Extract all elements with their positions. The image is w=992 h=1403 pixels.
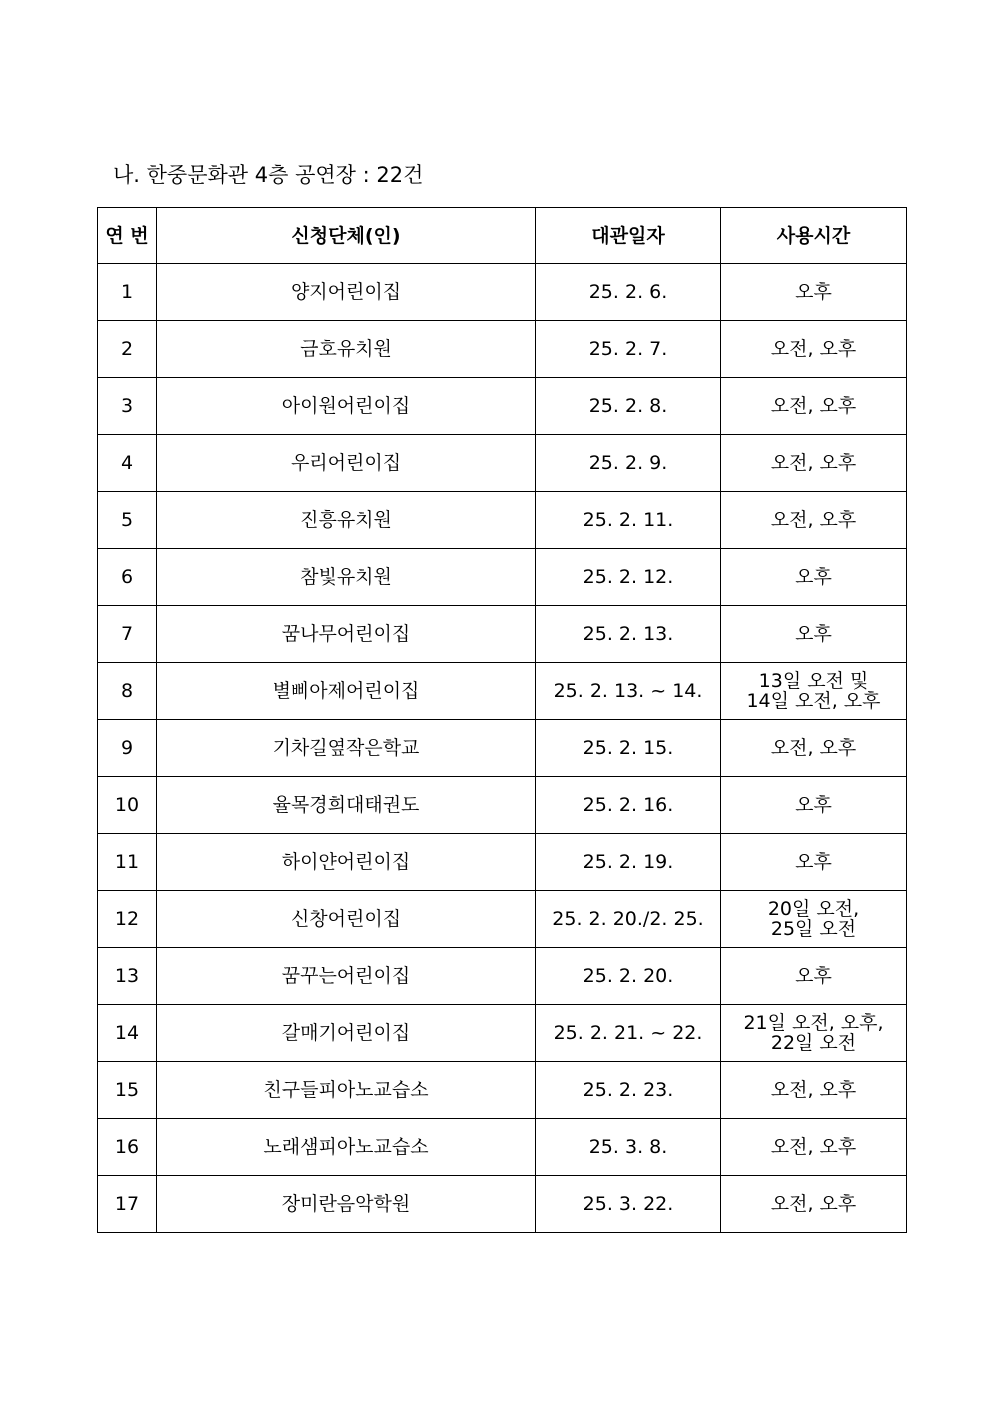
row-rental-date: 25. 2. 16. [536,777,721,834]
row-rental-date: 25. 2. 19. [536,834,721,891]
row-number: 1 [98,264,157,321]
table-row [98,606,907,663]
usage-time-line: 22일 오전 [770,1032,857,1054]
row-organization: 꿈꾸는어린이집 [157,948,536,1005]
usage-time-line: 오후 [795,566,832,588]
row-number: 9 [98,720,157,777]
row-number: 2 [98,321,157,378]
row-usage-time [721,264,907,321]
row-rental-date: 25. 2. 11. [536,492,721,549]
row-number: 4 [98,435,157,492]
table-row [98,1005,907,1062]
row-organization: 우리어린이집 [157,435,536,492]
table-row [98,777,907,834]
row-usage-time [721,492,907,549]
row-rental-date: 25. 2. 23. [536,1062,721,1119]
row-number: 16 [98,1119,157,1176]
row-usage-time [721,378,907,435]
usage-time-line: 오전, 오후 [770,452,857,474]
table-row [98,1176,907,1233]
row-rental-date: 25. 2. 13. ~ 14. [536,663,721,720]
row-rental-date: 25. 2. 6. [536,264,721,321]
usage-time-line: 오전, 오후 [770,1136,857,1158]
table-body [98,264,907,1233]
row-usage-time [721,1119,907,1176]
table-row [98,264,907,321]
row-rental-date: 25. 2. 20./2. 25. [536,891,721,948]
usage-time-line: 25일 오전 [770,918,857,940]
table-row [98,378,907,435]
rental-schedule-table [97,207,907,1233]
usage-time-line: 오후 [795,281,832,303]
table-row [98,321,907,378]
row-number: 8 [98,663,157,720]
row-organization: 노래샘피아노교습소 [157,1119,536,1176]
row-number: 13 [98,948,157,1005]
row-usage-time [721,606,907,663]
row-organization: 하이얀어린이집 [157,834,536,891]
row-usage-time [721,720,907,777]
table-header-row [98,208,907,264]
usage-time-line: 오전, 오후 [770,1079,857,1101]
row-number: 17 [98,1176,157,1233]
usage-time-line: 오후 [795,623,832,645]
row-usage-time [721,549,907,606]
row-number: 15 [98,1062,157,1119]
row-number: 3 [98,378,157,435]
usage-time-line: 오전, 오후 [770,1193,857,1215]
row-number: 7 [98,606,157,663]
row-organization: 별삐아제어린이집 [157,663,536,720]
usage-time-line: 오전, 오후 [770,395,857,417]
usage-time-line: 20일 오전, [767,898,860,920]
row-usage-time [721,891,907,948]
table-row [98,891,907,948]
header-usage-time: 사용시간 [721,208,907,264]
table-row [98,663,907,720]
usage-time-line: 오전, 오후 [770,737,857,759]
row-number: 14 [98,1005,157,1062]
row-rental-date: 25. 3. 8. [536,1119,721,1176]
row-organization: 금호유치원 [157,321,536,378]
usage-time-line: 오후 [795,965,832,987]
usage-time-line: 13일 오전 및 [758,670,869,692]
usage-time-line: 21일 오전, 오후, [743,1012,884,1034]
row-usage-time [721,948,907,1005]
row-rental-date: 25. 3. 22. [536,1176,721,1233]
row-organization: 갈매기어린이집 [157,1005,536,1062]
row-organization: 양지어린이집 [157,264,536,321]
row-organization: 신창어린이집 [157,891,536,948]
row-number: 5 [98,492,157,549]
row-organization: 참빛유치원 [157,549,536,606]
header-organization: 신청단체(인) [157,208,536,264]
row-usage-time [721,1176,907,1233]
row-number: 12 [98,891,157,948]
row-rental-date: 25. 2. 7. [536,321,721,378]
row-organization: 꿈나무어린이집 [157,606,536,663]
usage-time-line: 14일 오전, 오후 [746,690,881,712]
usage-time-line: 오후 [795,794,832,816]
row-rental-date: 25. 2. 15. [536,720,721,777]
row-usage-time [721,321,907,378]
table-row [98,948,907,1005]
usage-time-line: 오후 [795,851,832,873]
row-organization: 율목경희대태권도 [157,777,536,834]
row-organization: 진흥유치원 [157,492,536,549]
row-organization: 기차길옆작은학교 [157,720,536,777]
row-usage-time [721,777,907,834]
row-organization: 친구들피아노교습소 [157,1062,536,1119]
header-rental-date: 대관일자 [536,208,721,264]
row-organization: 장미란음악학원 [157,1176,536,1233]
table-row [98,435,907,492]
row-rental-date: 25. 2. 13. [536,606,721,663]
row-rental-date: 25. 2. 9. [536,435,721,492]
row-rental-date: 25. 2. 8. [536,378,721,435]
row-usage-time [721,435,907,492]
usage-time-line: 오전, 오후 [770,509,857,531]
row-rental-date: 25. 2. 20. [536,948,721,1005]
table-row [98,1119,907,1176]
table-row [98,549,907,606]
row-usage-time [721,663,907,720]
section-heading: 나. 한중문화관 4층 공연장 : 22건 [113,163,424,187]
row-rental-date: 25. 2. 21. ~ 22. [536,1005,721,1062]
row-organization: 아이원어린이집 [157,378,536,435]
usage-time-line: 오전, 오후 [770,338,857,360]
table-row [98,1062,907,1119]
table-row [98,834,907,891]
row-usage-time [721,834,907,891]
table-row [98,720,907,777]
row-number: 11 [98,834,157,891]
row-number: 10 [98,777,157,834]
row-usage-time [721,1062,907,1119]
header-no: 연 번 [98,208,157,264]
row-usage-time [721,1005,907,1062]
row-number: 6 [98,549,157,606]
row-rental-date: 25. 2. 12. [536,549,721,606]
table-row [98,492,907,549]
